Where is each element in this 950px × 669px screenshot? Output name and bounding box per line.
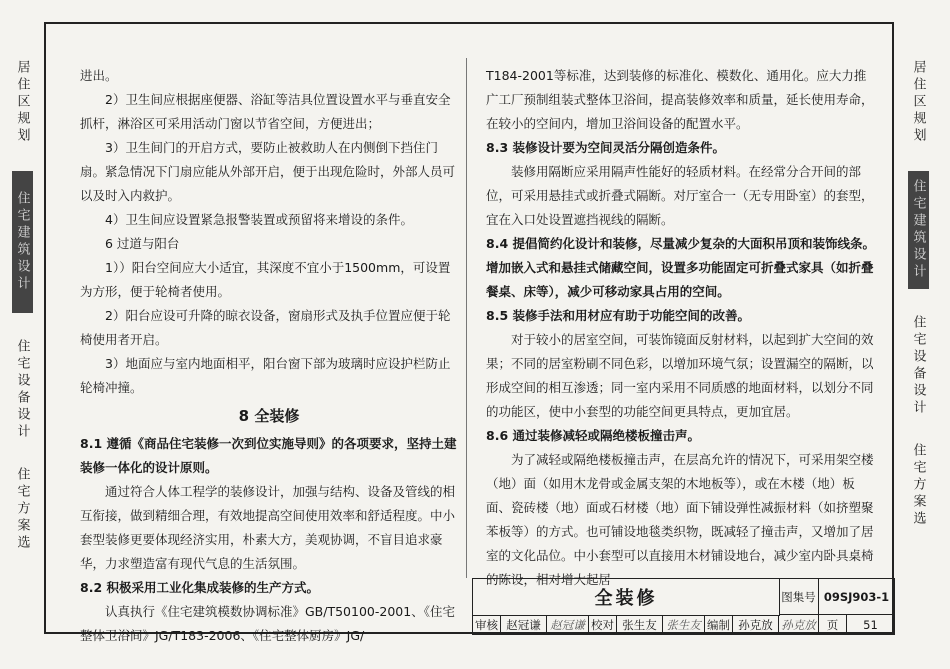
paragraph: 进出。 — [80, 68, 118, 83]
paragraph: 2）阳台应设可升降的晾衣设备，窗扇形式及执手位置应便于轮椅使用者开启。 — [80, 308, 451, 347]
section-heading: 8.2 积极采用工业化集成装修的生产方式。 — [80, 580, 319, 595]
left-text-column — [80, 64, 458, 648]
paragraph: 装修用隔断应采用隔声性能好的轻质材料。在经常分合开间的部位，可采用悬挂式或折叠式隔断。对厅室合一（无专用卧室）的套型，宜在入口处设置遮挡视线的隔断。 — [486, 164, 874, 227]
paragraph: 认真执行《住宅建筑模数协调标准》GB/T50100-2001、《住宅整体卫浴间》JG/T183-2006、《住宅整体厨房》JG/ — [80, 604, 455, 643]
check-signature: 张生友 — [663, 615, 705, 635]
side-label-equipment: 住宅设备设计 — [14, 339, 30, 441]
page-label: 页 — [819, 615, 847, 635]
side-label-schemes: 住宅方案选 — [910, 443, 926, 528]
check-label: 校对 — [589, 615, 617, 635]
section-heading: 8.6 通过装修减轻或隔绝楼板撞击声。 — [486, 428, 700, 443]
side-label-architecture: 住宅建筑设计 — [12, 171, 33, 313]
chapter-heading: 8 全装修 — [238, 407, 300, 425]
column-divider — [466, 58, 467, 578]
design-label: 编制 — [705, 615, 733, 635]
paragraph: 通过符合人体工程学的装修设计，加强与结构、设备及管线的相互衔接，做到精细合理，有效地提高空间使用效率和舒适程度。中小套型装修更要体现经济实用，朴素大方，美观协调，不盲目追求豪华，力求塑造富有现代气息的生活氛围。 — [80, 484, 456, 571]
paragraph: 为了减轻或隔绝楼板撞击声，在层高允许的情况下，可采用架空楼（地）面（如用木龙骨或金属支架的木地板等），或在木楼（地）板面、瓷砖楼（地）面或石材楼（地）面下铺设弹性减振材料（如挤塑聚苯板等）的方式。也可铺设地毯类织物，既减轻了撞击声，又增加了居室的文化品位。中小套型可以直接用木材铺设地台，减少室内卧具桌椅的陈设，相对增大起居 — [486, 452, 874, 587]
right-side-index — [900, 60, 936, 528]
page-number: 51 — [847, 615, 895, 635]
paragraph: 4）卫生间应设置紧急报警装置或预留将来增设的条件。 — [105, 212, 413, 227]
design-signature: 孙克放 — [779, 615, 819, 635]
paragraph: T184-2001等标准，达到装修的标准化、模数化、通用化。应大力推广工厂预制组装式整体卫浴间，提高装修效率和质量，延长使用寿命，在较小的空间内，增加卫浴间设备的配置水平。 — [486, 68, 874, 131]
side-label-schemes: 住宅方案选 — [14, 467, 30, 552]
drawing-title: 全装修 — [473, 579, 780, 616]
design-name: 孙克放 — [733, 615, 779, 635]
review-name: 赵冠谦 — [501, 615, 547, 635]
side-label-planning: 居住区规划 — [14, 60, 30, 145]
section-heading: 8.3 装修设计要为空间灵活分隔创造条件。 — [486, 140, 725, 155]
paragraph: 3）地面应与室内地面相平，阳台窗下部为玻璃时应设护栏防止轮椅冲撞。 — [80, 356, 451, 395]
side-label-planning: 居住区规划 — [910, 60, 926, 145]
title-block — [472, 578, 895, 635]
paragraph: 2）卫生间应根据座便器、浴缸等洁具位置设置水平与垂直安全抓杆，淋浴区可采用活动门窗以节省空间，方便进出； — [80, 92, 451, 131]
paragraph: 3）卫生间门的开启方式，要防止被救助人在内侧倒下挡住门扇。紧急情况下门扇应能从外部开启，便于出现危险时，外部人员可以及时入内救护。 — [80, 140, 456, 203]
left-side-index — [4, 60, 40, 552]
atlas-label: 图集号 — [779, 579, 819, 615]
section-heading: 8.4 提倡简约化设计和装修，尽量减少复杂的大面积吊顶和装饰线条。增加嵌入式和悬挂式储藏空间，设置多功能固定可折叠式家具（如折叠餐桌、床等），减少可移动家具占用的空间。 — [486, 236, 875, 299]
subheading: 6 过道与阳台 — [105, 236, 180, 251]
section-heading: 8.5 装修手法和用材应有助于功能空间的改善。 — [486, 308, 750, 323]
side-label-architecture: 住宅建筑设计 — [908, 171, 929, 289]
atlas-number: 09SJ903-1 — [819, 579, 895, 615]
review-label: 审核 — [473, 615, 501, 635]
check-name: 张生友 — [617, 615, 663, 635]
paragraph: 对于较小的居室空间，可装饰镜面反射材料，以起到扩大空间的效果；不同的居室粉刷不同色彩，以增加环境气氛；设置漏空的隔断，以形成空间的相互渗透；同一室内采用不同质感的地面材料，以划分不同的功能区，使中小套型的功能空间更具特点，更加宜居。 — [486, 332, 874, 419]
right-text-column — [486, 64, 876, 592]
section-heading: 8.1 遵循《商品住宅装修一次到位实施导则》的各项要求，坚持土建装修一体化的设计原则。 — [80, 436, 457, 475]
side-label-equipment: 住宅设备设计 — [910, 315, 926, 417]
paragraph: 1））阳台空间应大小适宜，其深度不宜小于1500mm，可设置为方形，便于轮椅者使用。 — [80, 260, 451, 299]
review-signature: 赵冠谦 — [547, 615, 589, 635]
